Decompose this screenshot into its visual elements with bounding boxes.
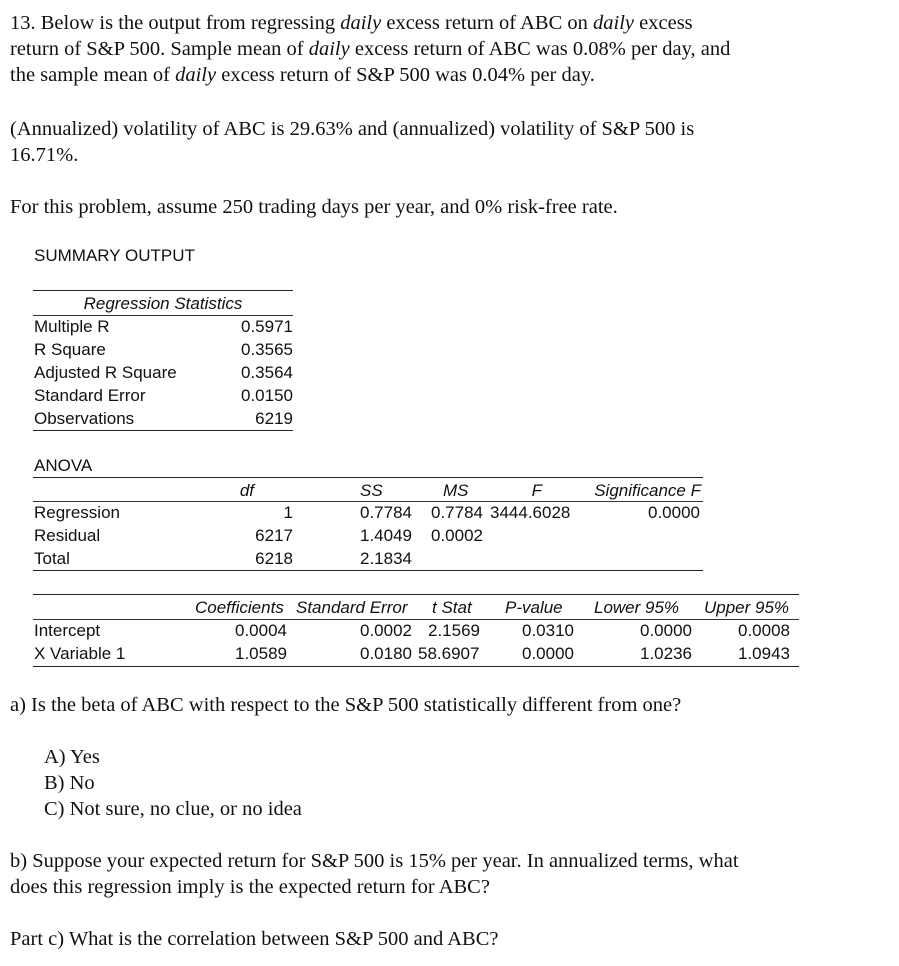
anova-header-df: df	[239, 481, 254, 500]
part-c: Part c) What is the correlation between S&P 500 and ABC?	[10, 928, 499, 950]
part-a-options	[44, 744, 302, 822]
coef-bottom-rule	[33, 666, 799, 667]
anova-ss-regression: 0.7784	[360, 503, 412, 522]
intro-line-3: the sample mean of daily excess return of S&P 500 was 0.04% per day.	[10, 64, 595, 86]
coef-t-intercept: 2.1569	[428, 621, 480, 640]
part-b-line-1: b) Suppose your expected return for S&P 500 is 15% per year. In annualized terms, what	[10, 850, 739, 872]
part-a	[10, 692, 890, 718]
part-a-question: a) Is the beta of ABC with respect to the S&P 500 statistically different from one?	[10, 694, 682, 716]
anova-ms-residual: 0.0002	[431, 526, 483, 545]
anova-label-regression: Regression	[34, 503, 120, 522]
option-a-yes[interactable]: A) Yes	[44, 746, 100, 768]
intro-line-2: return of S&P 500. Sample mean of daily excess return of ABC was 0.08% per day, and	[10, 38, 731, 60]
regstats-value-adj-r-square: 0.3564	[241, 363, 293, 382]
coef-header-upper-95: Upper 95%	[704, 598, 790, 617]
summary-output-title: SUMMARY OUTPUT	[34, 246, 195, 265]
coef-label-x-variable-1: X Variable 1	[34, 644, 126, 663]
part-b-line-2: does this regression imply is the expected return for ABC?	[10, 876, 490, 898]
coef-header-coefficients: Coefficients	[195, 598, 284, 617]
question-number: 13.	[10, 12, 36, 34]
part-b	[10, 848, 890, 900]
anova-ss-residual: 1.4049	[360, 526, 412, 545]
assumption-text: For this problem, assume 250 trading days per year, and 0% risk-free rate.	[10, 196, 618, 218]
anova-f-regression: 3444.6028	[490, 503, 571, 522]
regstats-label-r-square: R Square	[34, 340, 106, 359]
coef-top-rule	[33, 594, 799, 595]
anova-ms-regression: 0.7784	[431, 503, 483, 522]
intro-line-1: 13. Below is the output from regressing daily excess return of ABC on daily excess	[10, 12, 693, 34]
regstats-label-adj-r-square: Adjusted R Square	[34, 363, 177, 382]
option-c-not-sure[interactable]: C) Not sure, no clue, or no idea	[44, 798, 302, 820]
coef-p-x-variable-1: 0.0000	[522, 644, 574, 663]
question-intro	[10, 10, 890, 88]
coef-value-x-variable-1: 1.0589	[235, 644, 287, 663]
regstats-bottom-rule	[33, 430, 293, 431]
coef-header-standard-error: Standard Error	[296, 598, 408, 617]
coef-value-intercept: 0.0004	[235, 621, 287, 640]
volatility-line-2: 16.71%.	[10, 144, 79, 166]
anova-header-ss: SS	[360, 481, 383, 500]
anova-sigf-regression: 0.0000	[648, 503, 700, 522]
coef-header-p-value: P-value	[505, 598, 563, 617]
anova-header-sigf: Significance F	[594, 481, 701, 500]
coef-se-x-variable-1: 0.0180	[360, 644, 412, 663]
coef-hi-x-variable-1: 1.0943	[738, 644, 790, 663]
coef-t-x-variable-1: 58.6907	[418, 644, 480, 663]
coef-header-t-stat: t Stat	[432, 598, 472, 617]
regstats-header: Regression Statistics	[83, 294, 243, 313]
coef-se-intercept: 0.0002	[360, 621, 412, 640]
coef-hi-intercept: 0.0008	[738, 621, 790, 640]
coef-header-lower-95: Lower 95%	[594, 598, 680, 617]
anova-ss-total: 2.1834	[360, 549, 412, 568]
anova-label-total: Total	[34, 549, 70, 568]
coef-p-intercept: 0.0310	[522, 621, 574, 640]
regstats-label-observations: Observations	[34, 409, 135, 428]
regstats-value-observations: 6219	[255, 409, 293, 428]
regstats-value-r-square: 0.3565	[241, 340, 293, 359]
anova-top-rule	[33, 477, 703, 478]
coef-label-intercept: Intercept	[34, 621, 101, 640]
coef-lo-intercept: 0.0000	[640, 621, 692, 640]
anova-df-total: 6218	[255, 549, 293, 568]
anova-df-regression: 1	[283, 503, 293, 522]
coef-lo-x-variable-1: 1.0236	[640, 644, 692, 663]
anova-title: ANOVA	[34, 456, 93, 475]
volatility-line-1: (Annualized) volatility of ABC is 29.63% and (annualized) volatility of S&P 500 is	[10, 118, 695, 140]
option-b-no[interactable]: B) No	[44, 772, 95, 794]
regstats-label-standard-error: Standard Error	[34, 386, 146, 405]
regstats-label-multiple-r: Multiple R	[34, 317, 110, 336]
anova-bottom-rule	[33, 570, 703, 571]
regstats-value-multiple-r: 0.5971	[241, 317, 293, 336]
volatility-paragraph	[10, 116, 890, 168]
regstats-value-standard-error: 0.0150	[241, 386, 293, 405]
regstats-top-rule	[33, 290, 293, 291]
anova-label-residual: Residual	[34, 526, 101, 545]
anova-header-ms: MS	[443, 481, 469, 500]
anova-df-residual: 6217	[255, 526, 293, 545]
anova-header-f: F	[531, 481, 542, 500]
